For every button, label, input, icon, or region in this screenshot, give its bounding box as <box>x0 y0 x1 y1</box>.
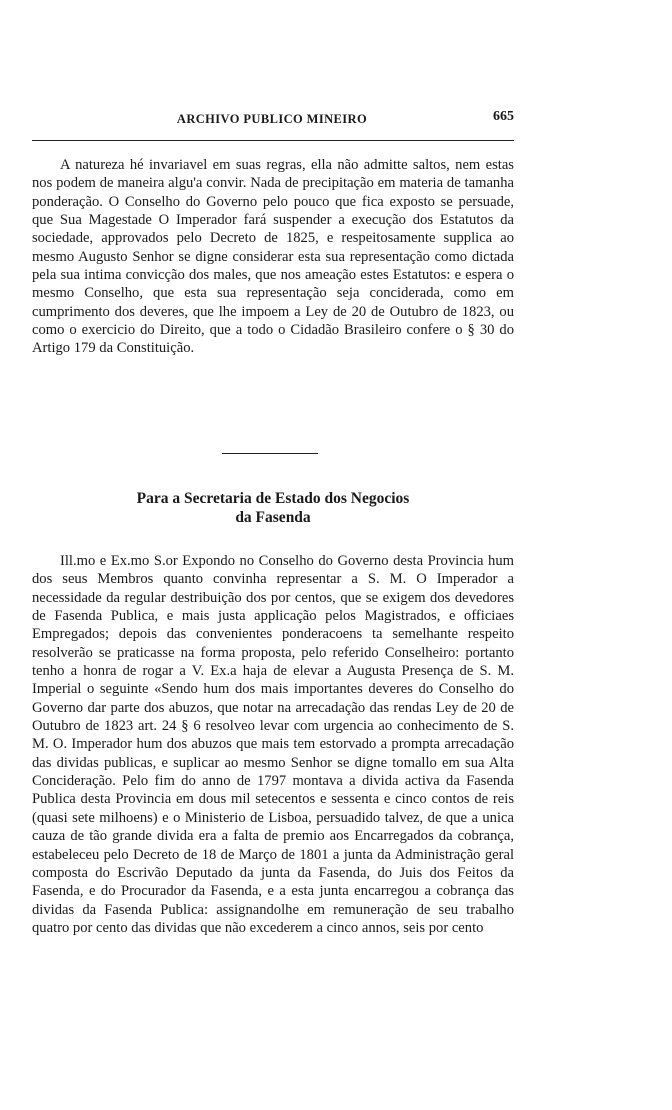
section-divider <box>222 453 318 454</box>
section-heading-line-1: Para a Secretaria de Estado dos Negocios <box>136 490 410 507</box>
page-header <box>30 109 514 134</box>
header-rule <box>32 140 514 141</box>
page-number: 665 <box>493 109 514 124</box>
section-heading <box>32 489 514 527</box>
body-paragraph-1: A natureza hé invariavel em suas regras, ella não admitte saltos, nem estas nos podem de maneira algu'a convir. Nada de precipitação em materia de tamanha ponderação. O Conselho do Governo pelo pouco que fica exposto se persuade, que Sua Magestade O Imperador fará suspender a execução dos Estatutos da sociedade, approvados pelo Decreto de 1825, e respeitosamente supplica ao mesmo Augusto Senhor se digne considerar esta sua representação como dictada pela sua intima convicção dos males, que nos ameação estes Estatutos: e espera o mesmo Conselho, que esta sua representação seja conciderada, como em cumprimento dos deveres, que lhe impoem a Ley de 20 de Outubro de 1823, ou como o exercicio do Direito, que a todo o Cidadão Brasileiro confere o § 30 do Artigo 179 da Constituição. <box>32 157 514 357</box>
running-title: ARCHIVO PUBLICO MINEIRO <box>176 112 368 126</box>
section-heading-line-2: da Fasenda <box>235 509 311 526</box>
body-paragraph-2: Ill.mo e Ex.mo S.or Expondo no Conselho do Governo desta Provincia hum dos seus Membros quanto convinha representar a S. M. O Imperador a necessidade da regular destribuição dos por centos, que se exigem dos devedores de Fasenda Publica, e mais justa applicação pelos Magistrados, e officiaes Empregados; depois das convenientes ponderacoens ta semelhante respeito resolverão se praticasse na forma proposta, pelo referido Conselheiro: portanto tenho a honra de rogar a V. Ex.a haja de elevar a Augusta Presença de S. M. Imperial o seguinte «Sendo hum dos mais importantes deveres do Conselho do Governo dar parte dos abuzos, que notar na arrecadação das rendas Ley de 20 de Outubro de 1823 art. 24 § 6 resolveo levar com urgencia ao conhecimento de S. M. O. Imperador hum dos abuzos que mais tem estorvado a prompta arrecadação das dividas publicas, e suplicar ao mesmo Senhor se digne tomallo em sua Alta Concideração. Pelo fim do anno de 1797 montava a divida activa da Fasenda Publica desta Provincia em dous mil setecentos e sessenta e cinco contos de reis (quasi sete milhoens) e o Ministerio de Lisboa, persuadido talvez, de que a unica cauza de tão grande divida era a falta de premio aos Encarregados da cobrança, estabeleceu pelo Decreto de 18 de Março de 1801 a junta da Administração geral composta do Escrivão Deputado da junta da Fasenda, do Juis dos Feitos da Fasenda, e do Procurador da Fasenda, e a esta junta encarregou a cobrança das dividas da Fasenda Publica: assignandolhe em remuneração de seu trabalho quatro por cento das dividas que não excederem a cinco annos, seis por cento <box>32 553 514 936</box>
